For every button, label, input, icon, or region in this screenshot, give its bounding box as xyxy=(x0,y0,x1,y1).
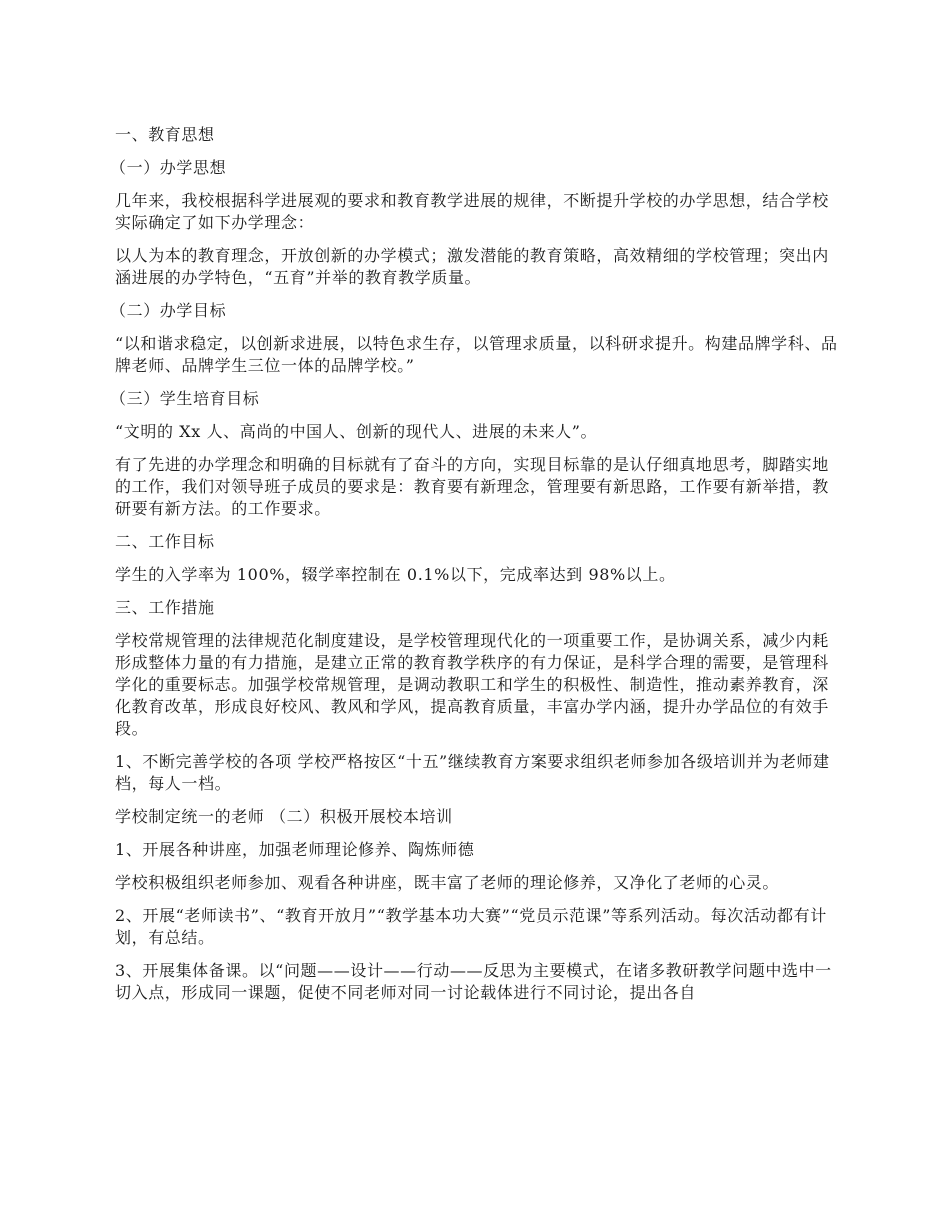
subheading-student-goals: （三）学生培育目标 xyxy=(110,389,260,408)
paragraph: 1、不断完善学校的各项 学校严格按区“十五”继续教育方案要求组织老师参加各级培训并为老师建档，每人一档。 xyxy=(115,752,830,793)
subheading-school-philosophy: （一）办学思想 xyxy=(110,158,227,177)
paragraph: 有了先进的办学理念和明确的目标就有了奋斗的方向，实现目标靠的是认仔细真地思考，脚踏实地的工作，我们对领导班子成员的要求是：教育要有新理念，管理要有新思路，工作要有新举措，教研要有新方法。的工作要求。 xyxy=(115,455,829,518)
paragraph: 学校积极组织老师参加、观看各种讲座，既丰富了老师的理论修养，又净化了老师的心灵。 xyxy=(115,873,780,892)
paragraph: 学校制定统一的老师 （二）积极开展校本培训 xyxy=(115,807,453,826)
section-heading-work-measures: 三、工作措施 xyxy=(115,598,215,617)
paragraph: 3、开展集体备课。以“问题——设计——行动——反思为主要模式，在诸多教研教学问题中选中一切入点，形成同一课题，促使不同老师对同一讨论载体进行不同讨论，提出各自 xyxy=(115,961,832,1002)
subheading-school-goals: （二）办学目标 xyxy=(110,301,227,320)
section-heading-education-thought: 一、教育思想 xyxy=(115,125,215,144)
paragraph: 学生的入学率为 100%，辍学率控制在 0.1%以下，完成率达到 98%以上。 xyxy=(115,565,676,584)
document-body xyxy=(110,124,843,1015)
paragraph: 2、开展“老师读书”、“教育开放月”“教学基本功大赛”“党员示范课”等系列活动。每次活动都有计划，有总结。 xyxy=(115,906,827,947)
paragraph: “以和谐求稳定，以创新求进展，以特色求生存，以管理求质量，以科研求提升。构建品牌学科、品牌老师、品牌学生三位一体的品牌学校。” xyxy=(115,334,838,375)
paragraph: 几年来，我校根据科学进展观的要求和教育教学进展的规律，不断提升学校的办学思想，结合学校实际确定了如下办学理念： xyxy=(115,191,829,232)
section-heading-work-goals: 二、工作目标 xyxy=(115,532,215,551)
paragraph: 以人为本的教育理念，开放创新的办学模式；激发潜能的教育策略，高效精细的学校管理；突出内涵进展的办学特色，“五育”并举的教育教学质量。 xyxy=(115,246,829,287)
paragraph: 1、开展各种讲座，加强老师理论修养、陶炼师德 xyxy=(115,840,475,859)
paragraph: 学校常规管理的法律规范化制度建设，是学校管理现代化的一项重要工作，是协调关系，减少内耗形成整体力量的有力措施，是建立正常的教育教学秩序的有力保证，是科学合理的需要，是管理科学化的重要标志。加强学校常规管理，是调动教职工和学生的积极性、制造性，推动素养教育，深化教育改革，形成良好校风、教风和学风，提高教育质量，丰富办学内涵，提升办学品位的有效手段。 xyxy=(115,631,829,738)
paragraph: “文明的 Xx 人、高尚的中国人、创新的现代人、进展的未来人”。 xyxy=(115,422,598,441)
